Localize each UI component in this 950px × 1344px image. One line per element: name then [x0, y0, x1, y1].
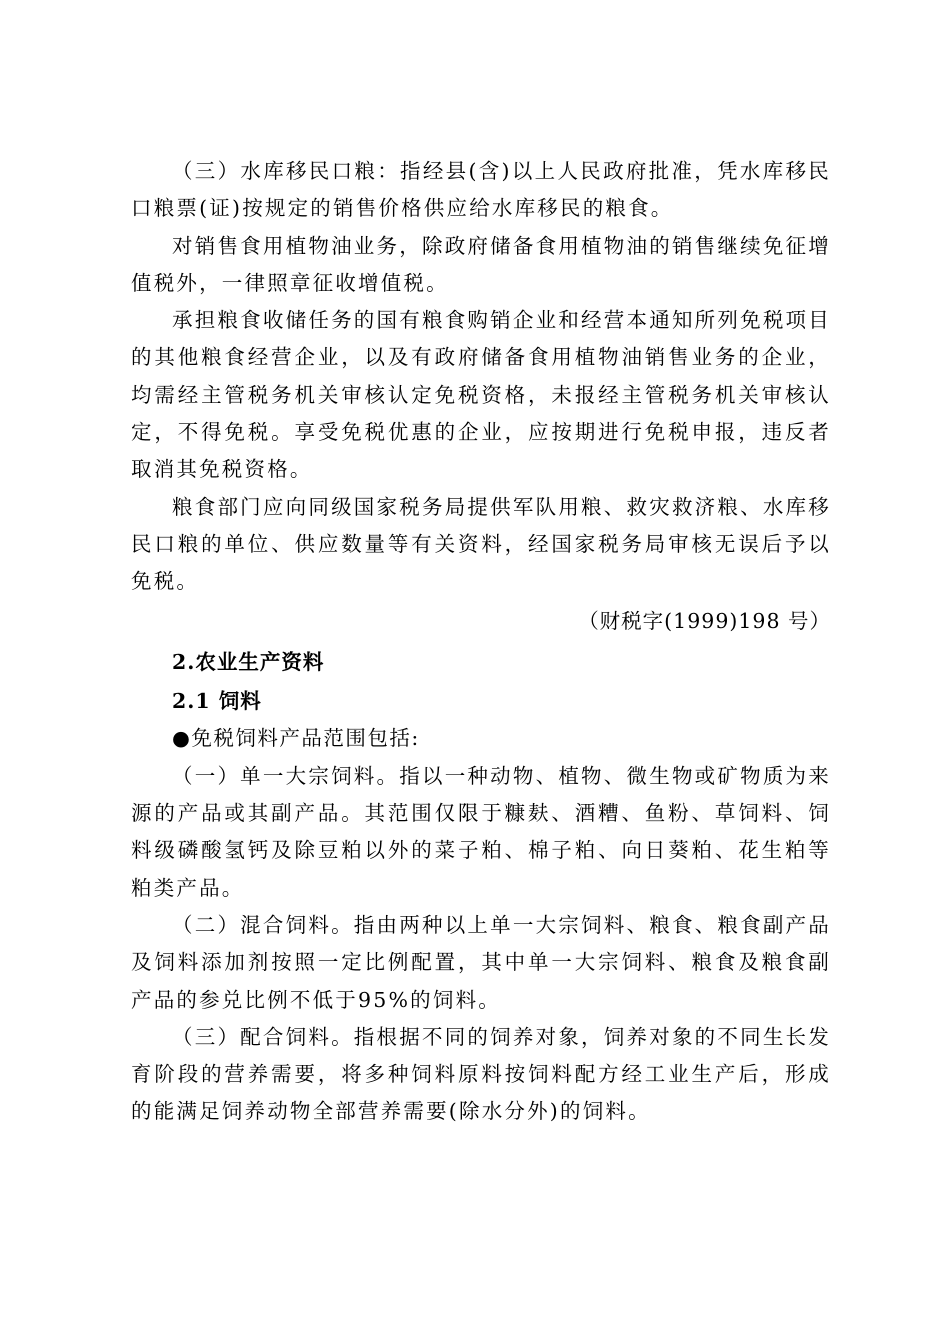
paragraph-tax-exemption-qualification: 承担粮食收储任务的国有粮食购销企业和经营本通知所列免税项目的其他粮食经营企业，以及有政府储备食用植物油销售业务的企业，均需经主管税务机关审核认定免税资格，未报经主管税务机关审核认定，不得免税。享受免税优惠的企业，应按期进行免税申报，违反者取消其免税资格。 — [131, 308, 831, 482]
paragraph-reservoir-migrant-grain: （三）水库移民口粮：指经县(含)以上人民政府批准，凭水库移民口粮票(证)按规定的销售价格供应给水库移民的粮食。 — [131, 159, 831, 221]
paragraph-grain-department-reporting: 粮食部门应向同级国家税务局提供军队用粮、救灾救济粮、水库移民口粮的单位、供应数量等有关资料，经国家税务局审核无误后予以免税。 — [131, 494, 831, 594]
source-citation: （财税字(1999)198 号） — [578, 608, 831, 633]
bullet-scope-intro: ●免税饲料产品范围包括: — [172, 726, 420, 751]
paragraph-mixed-feed: （二）混合饲料。指由两种以上单一大宗饲料、粮食、粮食副产品及饲料添加剂按照一定比例配置，其中单一大宗饲料、粮食及粮食副产品的参兑比例不低于95%的饲料。 — [131, 912, 831, 1012]
paragraph-single-bulk-feed: （一）单一大宗饲料。指以一种动物、植物、微生物或矿物质为来源的产品或其副产品。其范围仅限于糠麸、酒糟、鱼粉、草饲料、饲料级磷酸氢钙及除豆粕以外的菜子粕、棉子粕、向日葵粕、花生粕等粕类产品。 — [131, 763, 831, 900]
paragraph-compound-feed: （三）配合饲料。指根据不同的饲养对象，饲养对象的不同生长发育阶段的营养需要，将多种饲料原料按饲料配方经工业生产后，形成的能满足饲养动物全部营养需要(除水分外)的饲料。 — [131, 1024, 831, 1124]
paragraph-edible-oil: 对销售食用植物油业务，除政府储备食用植物油的销售继续免征增值税外，一律照章征收增值税。 — [131, 233, 831, 295]
document-page — [131, 153, 831, 1131]
subsection-heading: 2.1 饲料 — [172, 689, 262, 714]
section-heading: 2.农业生产资料 — [172, 649, 325, 674]
